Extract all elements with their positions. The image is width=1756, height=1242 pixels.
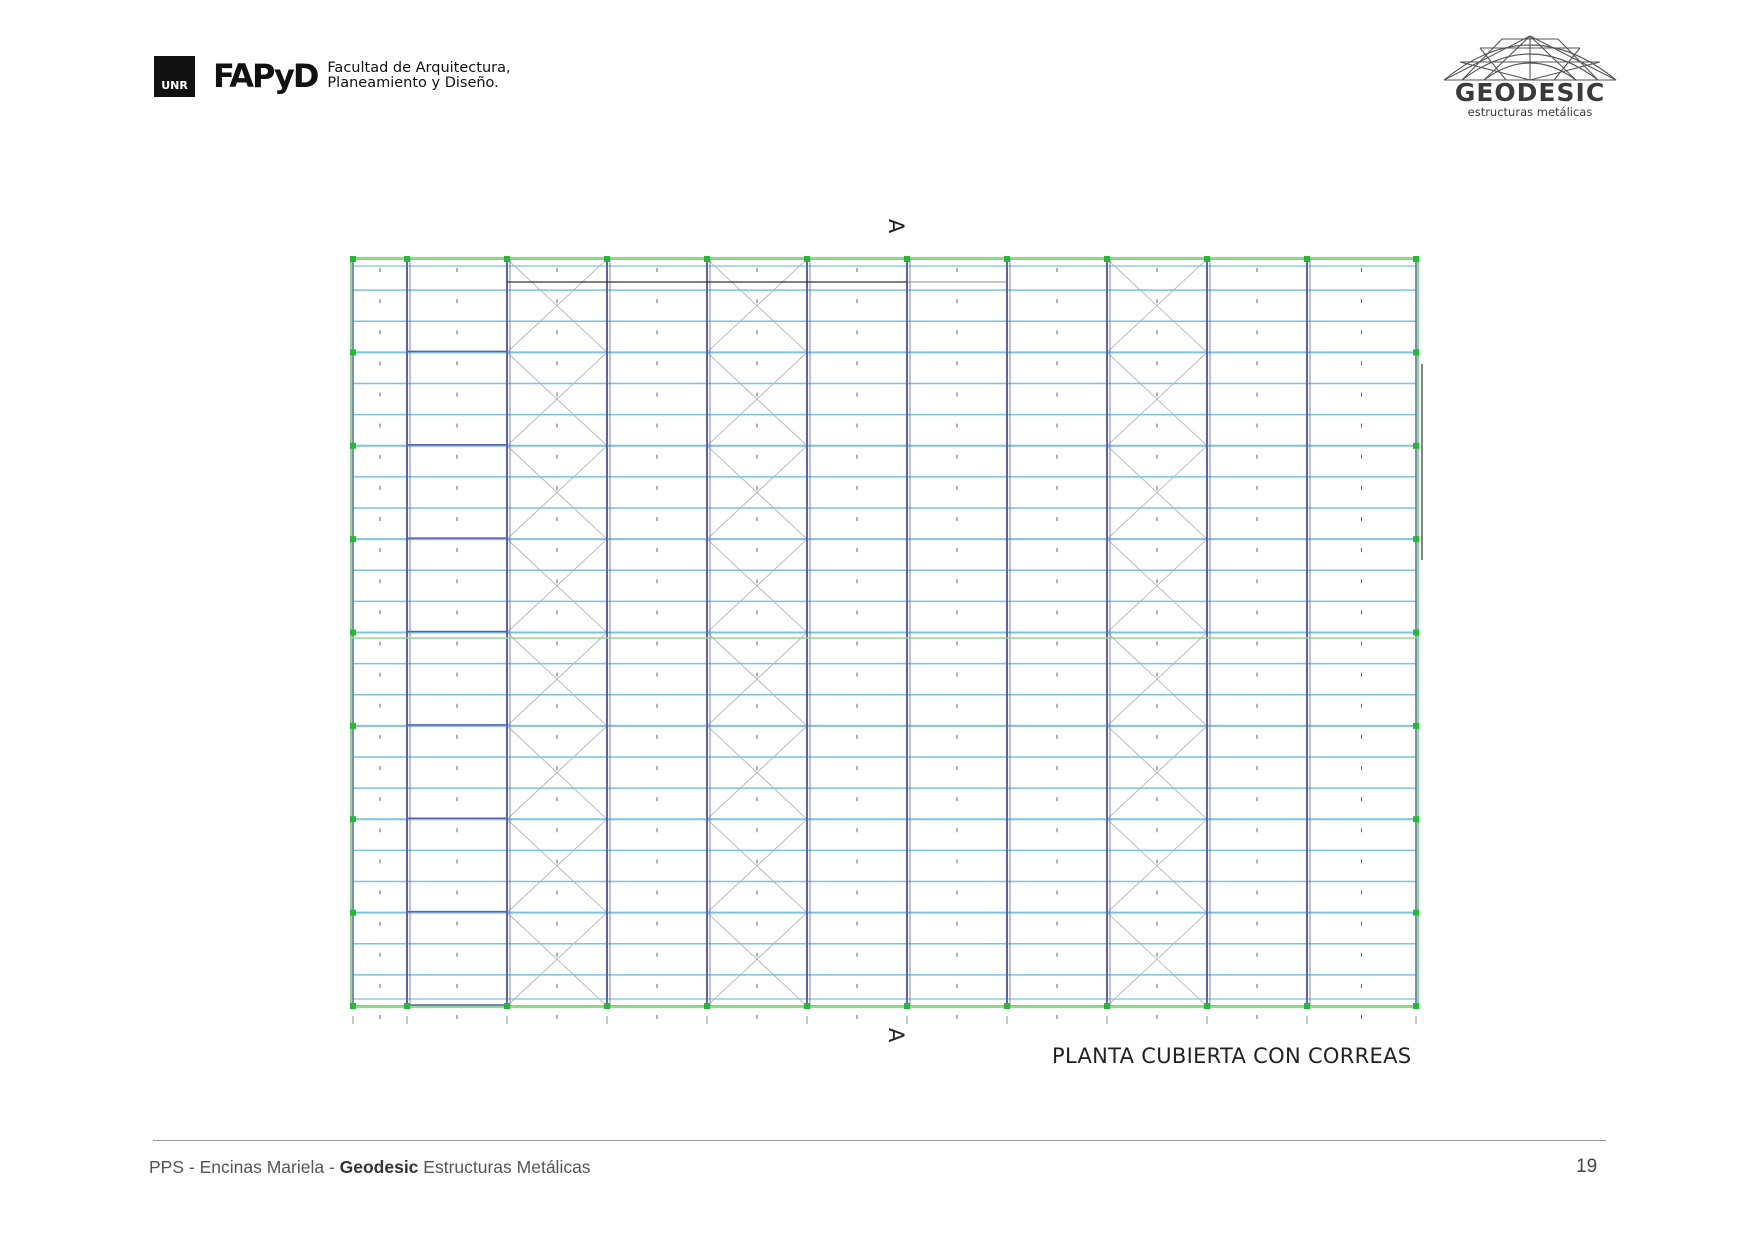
company-subtitle: estructuras metálicas [1467, 105, 1593, 119]
footer-suffix: Estructuras Metálicas [418, 1157, 591, 1177]
column-node [904, 256, 910, 262]
footer-divider [153, 1140, 1606, 1141]
column-node [1104, 1003, 1110, 1009]
column-node [1413, 723, 1419, 729]
column-node [1304, 256, 1310, 262]
faculty-line-2: Planeamiento y Diseño. [327, 75, 499, 91]
column-node [404, 1003, 410, 1009]
section-mark-bottom: A [884, 1027, 908, 1043]
column-node [804, 256, 810, 262]
column-node [1004, 256, 1010, 262]
column-node [1413, 536, 1419, 542]
column-node [1413, 816, 1419, 822]
drawing-title: PLANTA CUBIERTA CON CORREAS [1052, 1044, 1412, 1068]
column-node [350, 630, 356, 636]
column-node [1413, 443, 1419, 449]
column-node [1413, 1003, 1419, 1009]
fapyd-logo: FAPyD [213, 57, 318, 95]
column-node [404, 256, 410, 262]
column-node [350, 1003, 356, 1009]
column-node [704, 256, 710, 262]
column-node [604, 1003, 610, 1009]
page-number: 19 [1576, 1156, 1598, 1177]
unr-logo: UNR [154, 56, 195, 97]
column-node [1204, 256, 1210, 262]
column-node [350, 723, 356, 729]
column-node [804, 1003, 810, 1009]
column-node [904, 1003, 910, 1009]
column-node [1413, 256, 1419, 262]
company-name: GEODESIC [1454, 78, 1606, 107]
column-node [350, 349, 356, 355]
dimension-ticks-layer [353, 268, 1416, 1024]
column-node [350, 816, 356, 822]
section-mark-top: A [884, 218, 908, 234]
column-node [1204, 1003, 1210, 1009]
column-node [1413, 910, 1419, 916]
column-node [704, 1003, 710, 1009]
column-node [1004, 1003, 1010, 1009]
column-node [504, 256, 510, 262]
column-node [350, 536, 356, 542]
column-node [1413, 630, 1419, 636]
column-node [350, 256, 356, 262]
column-node [604, 256, 610, 262]
column-node [350, 910, 356, 916]
column-node [504, 1003, 510, 1009]
column-node [1304, 1003, 1310, 1009]
faculty-line-1: Facultad de Arquitectura, [327, 60, 511, 76]
footer-company: Geodesic [339, 1157, 419, 1177]
column-node [1104, 256, 1110, 262]
column-node [350, 443, 356, 449]
footer-prefix: PPS - Encinas Mariela - [149, 1157, 340, 1177]
column-node [1413, 349, 1419, 355]
footer-caption [149, 1157, 591, 1178]
